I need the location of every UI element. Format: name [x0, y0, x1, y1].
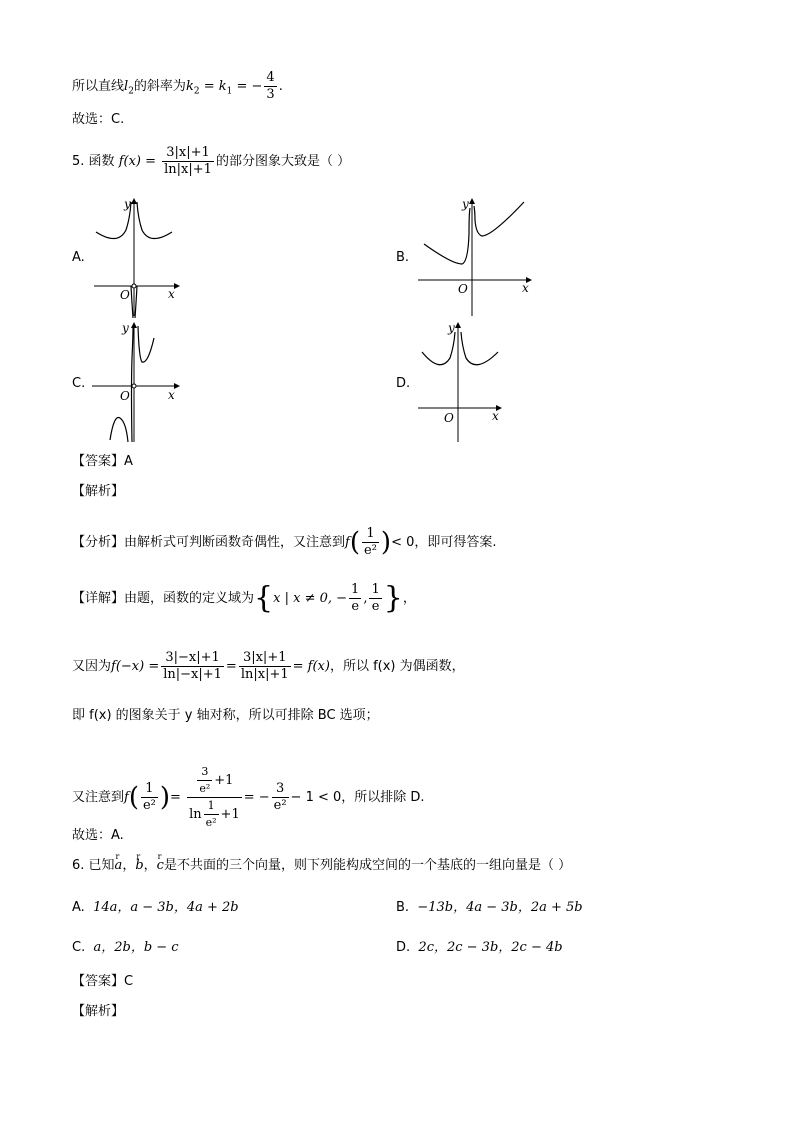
tail: ，所以 f(x) 为偶函数， [329, 659, 465, 674]
den: e² [199, 782, 211, 795]
answer-5 [72, 452, 133, 472]
question-6: 6. 已知r a，r b，r c是不共面的三个向量，则下列能构成空间的一个基底的一组向量是（ ） [72, 856, 571, 876]
big-den [187, 798, 242, 831]
frac-1-e [349, 582, 361, 615]
eq: = [199, 79, 219, 94]
den: e² [364, 543, 377, 558]
eq2: = f(x) [292, 659, 330, 674]
answer-value: C [124, 974, 134, 989]
den: e [351, 599, 360, 614]
num: 1 [204, 798, 219, 815]
q6-option-b[interactable] [396, 896, 583, 915]
q6-option-c[interactable] [72, 936, 179, 955]
even-line [72, 650, 465, 683]
num: 3|x|+1 [162, 145, 214, 162]
origin-label: O [120, 288, 130, 302]
eq2: = − [243, 790, 270, 805]
origin-label: O [444, 411, 454, 425]
graph-d [412, 318, 512, 444]
var-k1: k [218, 79, 227, 94]
text: 14a，a − 3b，4a + 2b [93, 900, 239, 915]
fenxi-line: 【分析】由解析式可判断函数奇偶性，又注意到f( $\frac{1}{\text{e²}}$ )< 0，即可得答案. [72, 526, 497, 558]
q5-fraction [162, 145, 214, 178]
f: f [345, 535, 350, 550]
big-num [187, 764, 242, 798]
y-axis-label: y [122, 321, 129, 335]
option-b-label[interactable]: B. [396, 250, 410, 265]
den: e² [142, 798, 156, 813]
x-axis-label: x [168, 388, 175, 402]
var-k2: k [185, 79, 194, 94]
den: 3 [266, 87, 275, 102]
graph-c [88, 318, 188, 444]
q6-option-d[interactable] [396, 936, 563, 955]
den: ln|x|+1 [240, 667, 289, 682]
tail: < 0，即可得答案. [391, 535, 497, 550]
x-axis-label: x [168, 287, 175, 301]
f-neg: f(−x) = [111, 659, 160, 674]
origin-label: O [458, 282, 468, 296]
den: e² [205, 816, 217, 829]
tail: − 1 < 0，所以排除 D. [290, 790, 425, 805]
graph-b [412, 194, 542, 320]
num: 3 [272, 781, 289, 798]
label: D. [396, 940, 411, 955]
text: 2c，2c − 3b，2c − 4b [418, 940, 563, 955]
den: e² [273, 798, 287, 813]
den: ln|x|+1 [164, 162, 212, 177]
period: . [278, 79, 283, 94]
label: A. [72, 900, 85, 915]
var-l: l [124, 79, 129, 94]
q-suffix: 的部分图象大致是（ ） [215, 154, 351, 169]
num: 1 [141, 781, 158, 798]
fraction-4-3 [264, 70, 276, 103]
eq: = [170, 790, 181, 805]
x-axis-label: x [522, 281, 529, 295]
num: 3 [197, 764, 212, 781]
eq: = [225, 659, 237, 674]
option-c-label[interactable]: C. [72, 376, 86, 391]
num: 1 [371, 582, 380, 597]
origin-label: O [120, 389, 130, 403]
num: 3|x|+1 [239, 650, 291, 667]
den: e [371, 599, 380, 614]
note-line: 又注意到f( $\frac{1}{\text{e²}}$ )= $\frac{3}{\text{e²}}$ +1 ln $\frac{1}{\text{e²}}$ +1 = − $\frac{3}{\text{e²}}$ − 1 < 0，所以排除 D. [72, 765, 425, 829]
frac-1-e-2 [369, 582, 381, 615]
vec-b: r b [135, 856, 143, 876]
vec-a: r a [115, 856, 123, 876]
tail: +1 [214, 773, 234, 788]
analysis-6: 【解析】 [72, 1004, 125, 1019]
answer-value: A [124, 454, 133, 469]
analysis-5: 【解析】 [72, 484, 125, 499]
ln: ln [189, 807, 202, 822]
tail: +1 [220, 807, 240, 822]
big-fraction [187, 764, 242, 831]
vec-c: r c [157, 856, 164, 876]
set-inner: x | x ≠ 0, − [273, 591, 348, 606]
frac-3-e2 [272, 781, 289, 814]
q-number: 6. 已知 [72, 858, 115, 873]
comma: , [363, 591, 368, 606]
graph-a [88, 194, 188, 320]
y-axis-label: y [124, 197, 131, 211]
sub: 2 [193, 86, 200, 97]
y-axis-label: y [462, 197, 469, 211]
answer-tag: 【答案】 [72, 974, 125, 989]
fx: f(x) = [118, 154, 156, 169]
frac-1 [161, 650, 224, 683]
num: 1 [362, 526, 379, 543]
choice-line-1: 故选：C. [72, 112, 125, 127]
frac-1-e2 [362, 526, 379, 559]
frac-2 [239, 650, 291, 683]
xiangjie-line: 【详解】由题，函数的定义域为{x | x ≠ 0, − $\frac{1}{e}$ , $\frac{1}{e}$ }， [72, 580, 416, 616]
option-d-label[interactable]: D. [396, 376, 411, 391]
num: 3|−x|+1 [161, 650, 224, 667]
tag: 【分析】 [72, 535, 125, 550]
answer-tag: 【答案】 [72, 454, 125, 469]
text: −13b，4a − 3b，2a + 5b [417, 900, 583, 915]
q-suffix: 是不共面的三个向量，则下列能构成空间的一个基底的一组向量是（ ） [163, 858, 572, 873]
sub: 1 [226, 86, 233, 97]
num: 1 [351, 582, 360, 597]
text: 由题，函数的定义域为 [124, 591, 255, 606]
text: a，2b，b − c [93, 940, 179, 955]
q-number: 5. 函数 [72, 154, 115, 169]
label: C. [72, 940, 86, 955]
x-axis-label: x [492, 409, 499, 423]
option-a-label[interactable]: A. [72, 250, 85, 265]
answer-6 [72, 972, 133, 992]
choice-line-2: 故选：A. [72, 828, 124, 843]
text: 的斜率为 [133, 79, 186, 94]
text: 又因为 [72, 659, 112, 674]
text: 由解析式可判断函数奇偶性，又注意到 [124, 535, 346, 550]
text: 又注意到 [72, 790, 125, 805]
text: 所以直线 [72, 79, 125, 94]
sub: 2 [128, 86, 134, 97]
slope-line [72, 70, 283, 103]
f: f [124, 790, 129, 805]
y-axis-label: y [448, 321, 455, 335]
label: B. [396, 900, 410, 915]
num: 4 [266, 70, 275, 85]
symmetry-line: 即 f(x) 的图象关于 y 轴对称，所以可排除 BC 选项； [72, 708, 379, 723]
tail: ， [402, 591, 416, 606]
question-5 [72, 145, 350, 178]
den: ln|−x|+1 [163, 667, 222, 682]
tag: 【详解】 [72, 591, 125, 606]
eq: = − [232, 79, 263, 94]
frac-1-e2 [141, 781, 158, 814]
q6-option-a[interactable] [72, 896, 239, 915]
